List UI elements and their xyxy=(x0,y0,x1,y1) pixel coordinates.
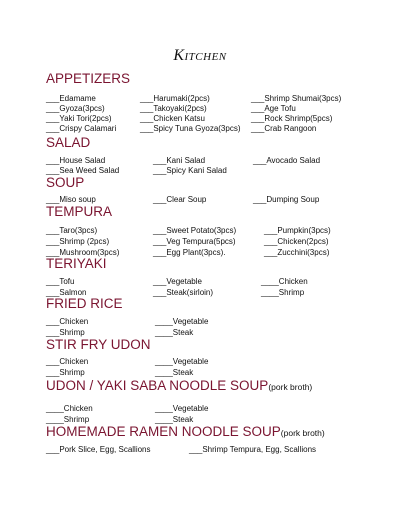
section-note: (pork broth) xyxy=(268,382,313,392)
menu-item: ___Shrimp Tempura, Egg, Scallions xyxy=(189,445,317,454)
menu-item: ___Spicy Kani Salad xyxy=(153,166,227,175)
menu-row xyxy=(0,316,400,327)
menu-item: ___Takoyaki(2pcs) xyxy=(140,104,207,113)
menu-item: ____Steak xyxy=(155,328,194,337)
section-title: APPETIZERS xyxy=(46,71,131,86)
page-title: Kitchen xyxy=(173,47,227,64)
section-title: SALAD xyxy=(46,135,91,150)
menu-item: ___Pork Slice, Egg, Scallions xyxy=(46,445,151,454)
menu-row xyxy=(0,444,400,455)
menu-item: ___Yaki Tori(2pcs) xyxy=(46,114,112,123)
section-title: UDON / YAKI SABA NOODLE SOUP xyxy=(46,378,269,393)
menu-item: ___Pumpkin(3pcs) xyxy=(264,226,331,235)
section-title: STIR FRY UDON xyxy=(46,337,151,352)
menu-item: ___Taro(3pcs) xyxy=(46,226,98,235)
menu-item: ____Vegetable xyxy=(155,317,209,326)
menu-item: ___Shrimp xyxy=(46,328,85,337)
menu-row xyxy=(0,236,400,247)
section-heading xyxy=(46,256,107,272)
menu-item: ___Age Tofu xyxy=(251,104,296,113)
menu-item: ___Egg Plant(3pcs). xyxy=(153,248,226,257)
menu-item: ____Vegetable xyxy=(155,357,209,366)
menu-item: ____Shrimp xyxy=(261,288,305,297)
menu-item: ___Edamame xyxy=(46,94,96,103)
menu-item: ___Shrimp (2pcs) xyxy=(46,237,110,246)
section-heading xyxy=(46,175,84,191)
menu-item: ___Vegetable xyxy=(153,277,202,286)
menu-row xyxy=(0,403,400,414)
section-title: HOMEMADE RAMEN NOODLE SOUP xyxy=(46,424,281,439)
section-heading xyxy=(46,378,312,395)
section-title: SOUP xyxy=(46,175,85,190)
section-title: TEMPURA xyxy=(46,204,113,219)
menu-item: ___Miso soup xyxy=(46,195,96,204)
section-heading xyxy=(46,135,90,151)
menu-item: ___Crispy Calamari xyxy=(46,124,117,133)
menu-item: ___Avocado Salad xyxy=(253,156,321,165)
menu-item: ___Sweet Potato(3pcs) xyxy=(153,226,237,235)
section-note: (pork broth) xyxy=(280,428,325,438)
section-heading xyxy=(46,424,325,441)
menu-item: ____Chicken xyxy=(261,277,308,286)
menu-item: ___Harumaki(2pcs) xyxy=(140,94,210,103)
section-heading xyxy=(46,296,123,312)
menu-item: ___Gyoza(3pcs) xyxy=(46,104,105,113)
menu-item: ___Zucchini(3pcs) xyxy=(264,248,330,257)
menu-item: ___Chicken xyxy=(46,317,89,326)
menu-item: ___Salmon xyxy=(46,288,87,297)
menu-item: ___Tofu xyxy=(46,277,75,286)
menu-item: ___Chicken Katsu xyxy=(140,114,205,123)
menu-item: ___Shrimp xyxy=(46,368,85,377)
menu-item: ___Kani Salad xyxy=(153,156,206,165)
section-heading xyxy=(46,337,151,353)
menu-item: ___Veg Tempura(5pcs) xyxy=(153,237,236,246)
section-heading xyxy=(46,71,130,87)
section-title: TERIYAKI xyxy=(46,256,107,271)
section-title: FRIED RICE xyxy=(46,296,123,311)
menu-item: ___Mushroom(3pcs) xyxy=(46,248,120,257)
menu-item: ___Chicken xyxy=(46,357,89,366)
menu-item: ____Steak xyxy=(155,415,194,424)
section-heading xyxy=(46,204,112,220)
menu-item: ___Shrimp Shumai(3pcs) xyxy=(251,94,342,103)
menu-row xyxy=(0,356,400,367)
menu-item: ____Steak xyxy=(155,368,194,377)
menu-item: ____Chicken xyxy=(46,404,93,413)
menu-item: ___Crab Rangoon xyxy=(251,124,317,133)
menu-item: ____Shrimp xyxy=(46,415,90,424)
menu-item: ___House Salad xyxy=(46,156,106,165)
menu-item: ___Spicy Tuna Gyoza(3pcs) xyxy=(140,124,241,133)
menu-item: ___Steak(sirloin) xyxy=(153,288,214,297)
menu-item: ___Clear Soup xyxy=(153,195,207,204)
menu-row xyxy=(0,276,400,287)
menu-item: ___Sea Weed Salad xyxy=(46,166,120,175)
menu-item: ___Chicken(2pcs) xyxy=(264,237,329,246)
menu-item: ___Rock Shrimp(5pcs) xyxy=(251,114,333,123)
menu-row xyxy=(0,367,400,378)
menu-item: ___Dumping Soup xyxy=(253,195,320,204)
menu-row xyxy=(0,123,400,134)
menu-row xyxy=(0,225,400,236)
menu-item: ____Vegetable xyxy=(155,404,209,413)
